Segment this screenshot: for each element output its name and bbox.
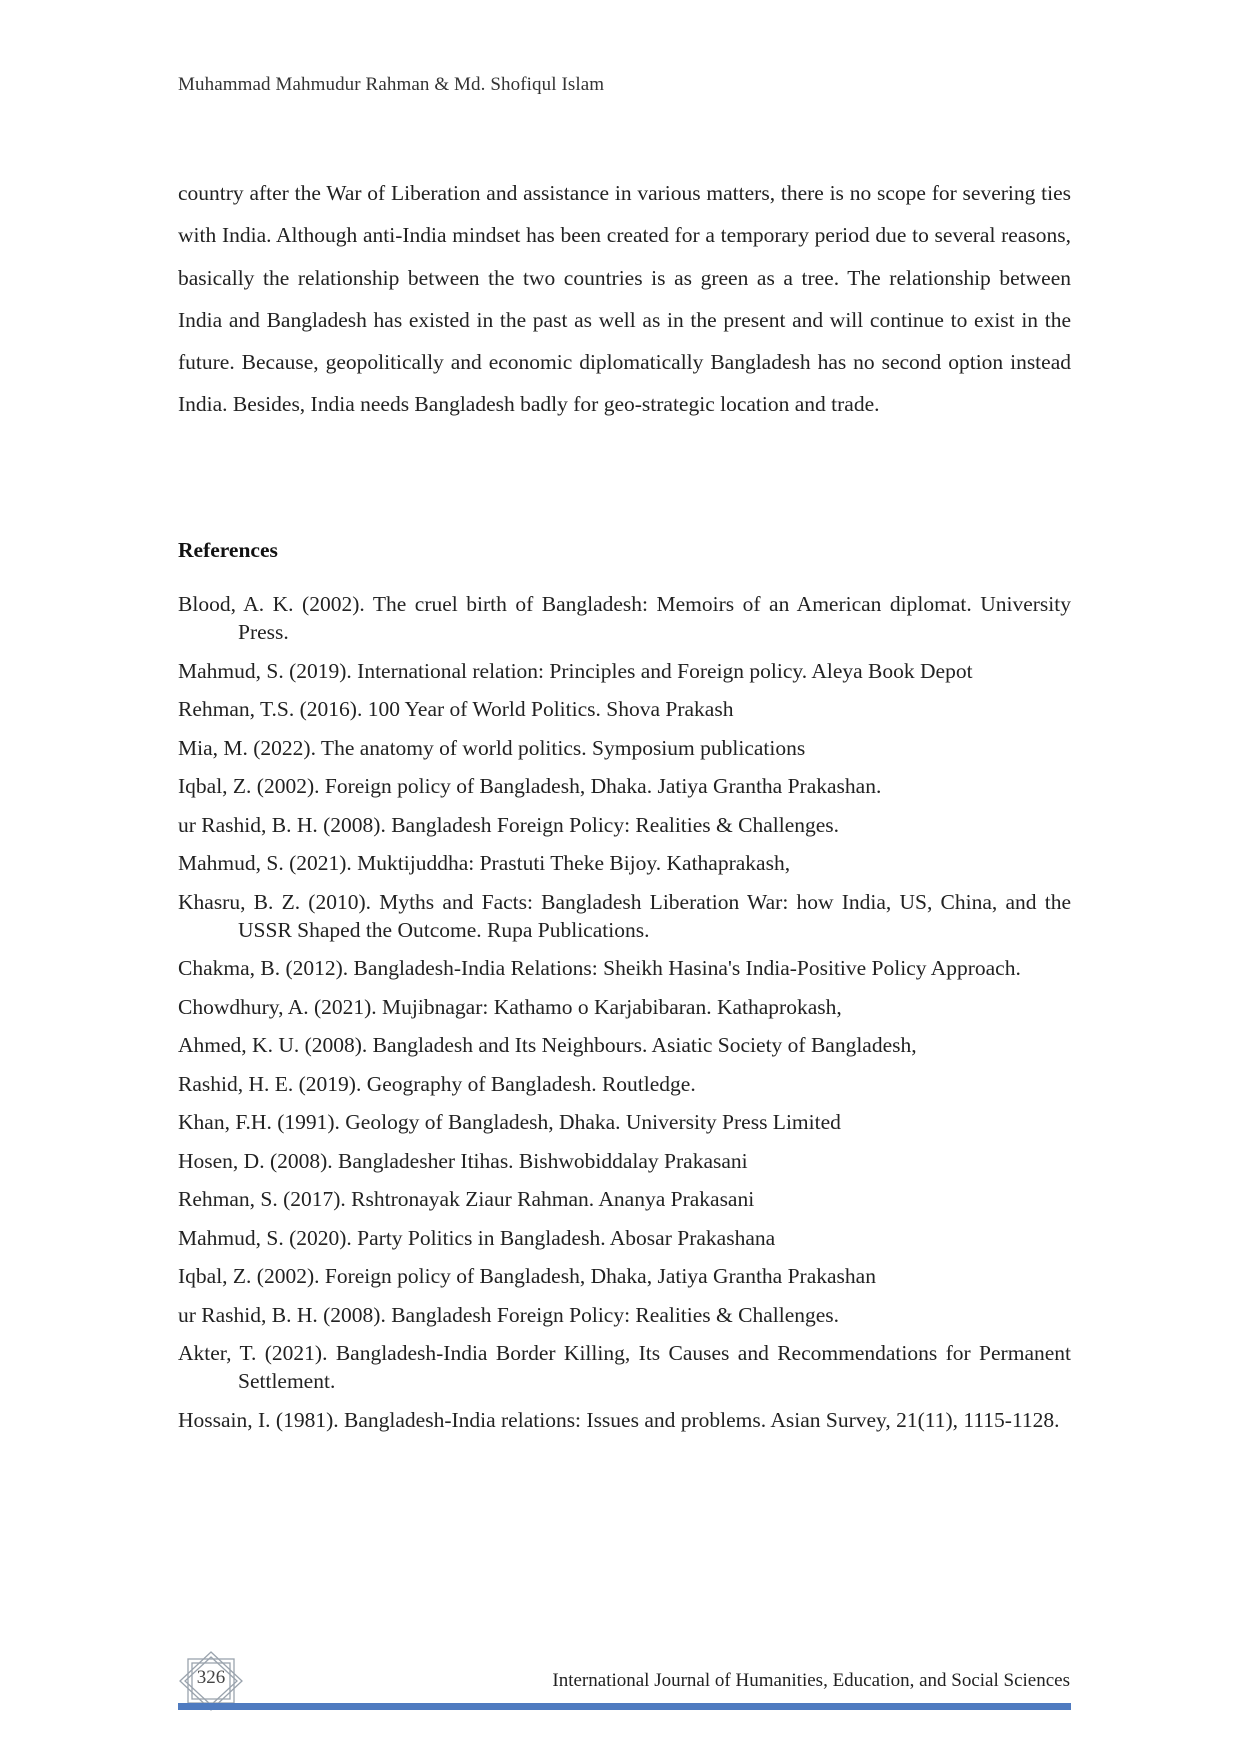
reference-item: Khasru, B. Z. (2010). Myths and Facts: Bangladesh Liberation War: how India, US, China, and the USSR Shaped the Outcome. Rupa Publications. [178, 889, 1071, 942]
running-head-authors: Muhammad Mahmudur Rahman & Md. Shofiqul Islam [178, 74, 605, 95]
references-heading: References [178, 538, 278, 562]
reference-item: Mahmud, S. (2019). International relation: Principles and Foreign policy. Aleya Book Depot [178, 658, 973, 683]
reference-item: Chowdhury, A. (2021). Mujibnagar: Kathamo o Karjabibaran. Kathaprokash, [178, 994, 842, 1019]
body-paragraph: country after the War of Liberation and assistance in various matters, there is no scope for severing ties with India. Although anti-India mindset has been created for a temporary period due to several reasons, basically the relationship between the two countries is as green as a tree. The relationship between India and Bangladesh has existed in the past as well as in the present and will continue to exist in the future. Because, geopolitically and economic diplomatically Bangladesh has no second option instead India. Besides, India needs Bangladesh badly for geo-strategic location and trade. [178, 181, 1071, 417]
reference-item: Rehman, S. (2017). Rshtronayak Ziaur Rahman. Ananya Prakasani [178, 1187, 755, 1211]
reference-item: Ahmed, K. U. (2008). Bangladesh and Its Neighbours. Asiatic Society of Bangladesh, [178, 1033, 917, 1057]
footer-journal-title: International Journal of Humanities, Education, and Social Sciences [552, 1670, 1070, 1691]
reference-item: Hossain, I. (1981). Bangladesh-India relations: Issues and problems. Asian Survey, 21(11), 1115-1128. [178, 1407, 1060, 1432]
reference-item: Blood, A. K. (2002). The cruel birth of Bangladesh: Memoirs of an American diplomat. University Press. [178, 592, 1071, 644]
reference-item: Mahmud, S. (2020). Party Politics in Bangladesh. Abosar Prakashana [178, 1225, 776, 1250]
footer-rule [178, 1703, 1071, 1710]
reference-item: Iqbal, Z. (2002). Foreign policy of Bangladesh, Dhaka, Jatiya Grantha Prakashan [178, 1264, 876, 1288]
reference-item: Hosen, D. (2008). Bangladesher Itihas. Bishwobiddalay Prakasani [178, 1148, 748, 1173]
references-list [178, 590, 1071, 1444]
reference-item: Iqbal, Z. (2002). Foreign policy of Bangladesh, Dhaka. Jatiya Grantha Prakashan. [178, 774, 882, 798]
reference-item: ur Rashid, B. H. (2008). Bangladesh Foreign Policy: Realities & Challenges. [178, 812, 840, 837]
reference-item: Rashid, H. E. (2019). Geography of Bangladesh. Routledge. [178, 1071, 696, 1096]
reference-item: Mia, M. (2022). The anatomy of world politics. Symposium publications [178, 735, 806, 760]
page-number: 326 [196, 1667, 226, 1688]
reference-item: Mahmud, S. (2021). Muktijuddha: Prastuti Theke Bijoy. Kathaprakash, [178, 851, 791, 875]
body-text [178, 172, 1071, 426]
reference-item: Rehman, T.S. (2016). 100 Year of World Politics. Shova Prakash [178, 697, 734, 721]
reference-item: Khan, F.H. (1991). Geology of Bangladesh, Dhaka. University Press Limited [178, 1110, 841, 1134]
reference-item: Chakma, B. (2012). Bangladesh-India Relations: Sheikh Hasina's India-Positive Policy Approach. [178, 956, 1021, 980]
reference-item: Akter, T. (2021). Bangladesh-India Border Killing, Its Causes and Recommendations for Permanent Settlement. [178, 1341, 1071, 1393]
reference-item: ur Rashid, B. H. (2008). Bangladesh Foreign Policy: Realities & Challenges. [178, 1302, 840, 1327]
